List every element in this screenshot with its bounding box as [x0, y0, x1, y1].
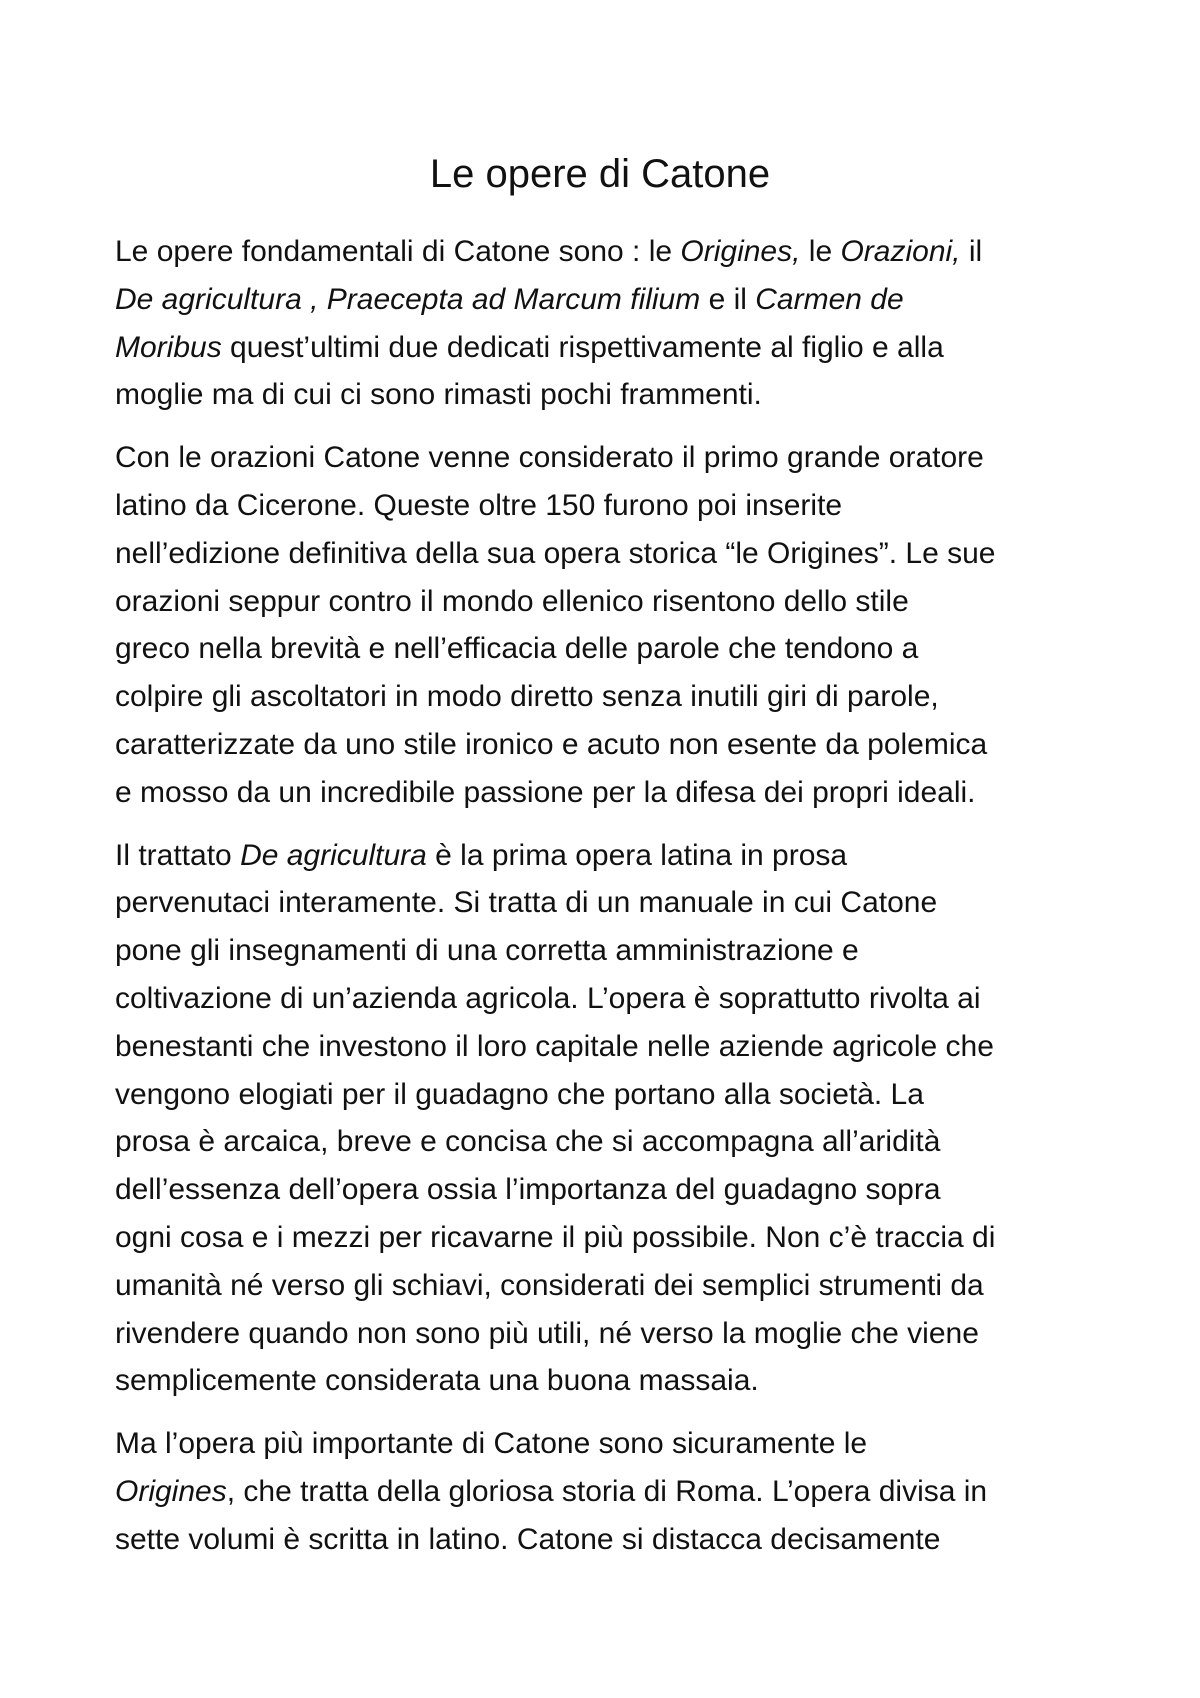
- text-line: [115, 625, 1105, 673]
- text-run: greco nella brevità e nell’efficacia delle parole che tendono a: [115, 632, 919, 666]
- text-line: [115, 1071, 1105, 1119]
- italic-title-run: Orazioni,: [840, 235, 961, 268]
- text-run: le: [800, 235, 841, 268]
- italic-title-run: De agricultura , Praecepta ad Marcum filium: [115, 282, 701, 316]
- text-run: quest’ultimi due dedicati rispettivamente al figlio e alla: [221, 330, 944, 364]
- text-line: [115, 578, 1105, 626]
- text-run: vengono elogiati per il guadagno che portano alla società. La: [115, 1077, 924, 1111]
- text-run: dell’essenza dell’opera ossia l’importanza del guadagno sopra: [115, 1173, 941, 1207]
- text-line: [115, 673, 1105, 721]
- text-run: semplicemente considerata una buona massaia.: [115, 1364, 759, 1398]
- text-line: [115, 434, 1105, 482]
- text-run: è la prima opera latina in prosa: [426, 838, 848, 872]
- italic-title-run: De agricultura: [240, 838, 427, 872]
- text-run: nell’edizione definitiva della sua opera storica “le Origines”. Le sue: [115, 536, 996, 570]
- text-line: [115, 721, 1105, 769]
- text-line: [115, 1310, 1105, 1358]
- paragraph: [115, 228, 1105, 419]
- text-run: sette volumi è scritta in latino. Catone si distacca decisamente: [115, 1522, 941, 1556]
- text-run: ogni cosa e i mezzi per ricavarne il più possibile. Non c’è traccia di: [115, 1220, 996, 1254]
- text-line: [115, 1023, 1105, 1071]
- text-line: [115, 975, 1105, 1023]
- text-run: pone gli insegnamenti di una corretta amministrazione e: [115, 934, 859, 968]
- italic-title-run: Carmen de: [755, 282, 904, 316]
- text-line: [115, 832, 1105, 880]
- text-line: [115, 1516, 1105, 1564]
- text-line: [115, 324, 1105, 372]
- text-line: [115, 276, 1105, 324]
- text-line: [115, 1262, 1105, 1310]
- text-run: coltivazione di un’azienda agricola. L’opera è soprattutto rivolta ai: [115, 981, 981, 1015]
- text-run: e il: [700, 282, 756, 316]
- text-run: rivendere quando non sono più utili, né verso la moglie che viene: [115, 1316, 979, 1350]
- text-line: [115, 879, 1105, 927]
- text-run: pervenutaci interamente. Si tratta di un manuale in cui Catone: [115, 886, 938, 920]
- text-line: [115, 482, 1105, 530]
- text-run: prosa è arcaica, breve e concisa che si accompagna all’aridità: [115, 1125, 941, 1159]
- text-line: [115, 530, 1105, 578]
- italic-title-run: Moribus: [115, 330, 222, 364]
- paragraph: [115, 434, 1105, 816]
- text-line: [115, 1166, 1105, 1214]
- italic-title-run: Origines,: [680, 235, 801, 268]
- text-run: , che tratta della gloriosa storia di Roma. L’opera divisa in: [226, 1474, 988, 1508]
- text-run: latino da Cicerone. Queste oltre 150 furono poi inserite: [115, 488, 843, 522]
- text-run: il: [960, 235, 983, 268]
- paragraph: [115, 832, 1105, 1406]
- text-line: [115, 1214, 1105, 1262]
- text-run: Il trattato: [115, 838, 241, 872]
- text-run: Ma l’opera più importante di Catone sono sicuramente le: [115, 1427, 868, 1461]
- page-title: Le opere di Catone: [429, 152, 771, 196]
- document-body: [115, 228, 1105, 1579]
- italic-title-run: Origines: [115, 1474, 227, 1508]
- text-line: [115, 371, 1105, 419]
- text-run: e mosso da un incredibile passione per la difesa dei propri ideali.: [115, 775, 976, 809]
- text-run: Con le orazioni Catone venne considerato il primo grande oratore: [115, 441, 984, 475]
- text-line: [115, 769, 1105, 817]
- text-line: [115, 1420, 1105, 1468]
- text-run: Le opere fondamentali di Catone sono : le: [115, 235, 681, 268]
- text-run: caratterizzate da uno stile ironico e acuto non esente da polemica: [115, 727, 988, 761]
- text-line: [115, 1357, 1105, 1405]
- text-run: benestanti che investono il loro capitale nelle aziende agricole che: [115, 1029, 994, 1063]
- text-run: colpire gli ascoltatori in modo diretto senza inutili giri di parole,: [115, 680, 939, 714]
- text-run: orazioni seppur contro il mondo ellenico risentono dello stile: [115, 584, 909, 618]
- text-line: [115, 228, 1105, 276]
- text-line: [115, 927, 1105, 975]
- text-run: moglie ma di cui ci sono rimasti pochi frammenti.: [115, 378, 762, 412]
- text-run: umanità né verso gli schiavi, considerati dei semplici strumenti da: [115, 1268, 984, 1302]
- paragraph: [115, 1420, 1105, 1563]
- text-line: [115, 1468, 1105, 1516]
- text-line: [115, 1118, 1105, 1166]
